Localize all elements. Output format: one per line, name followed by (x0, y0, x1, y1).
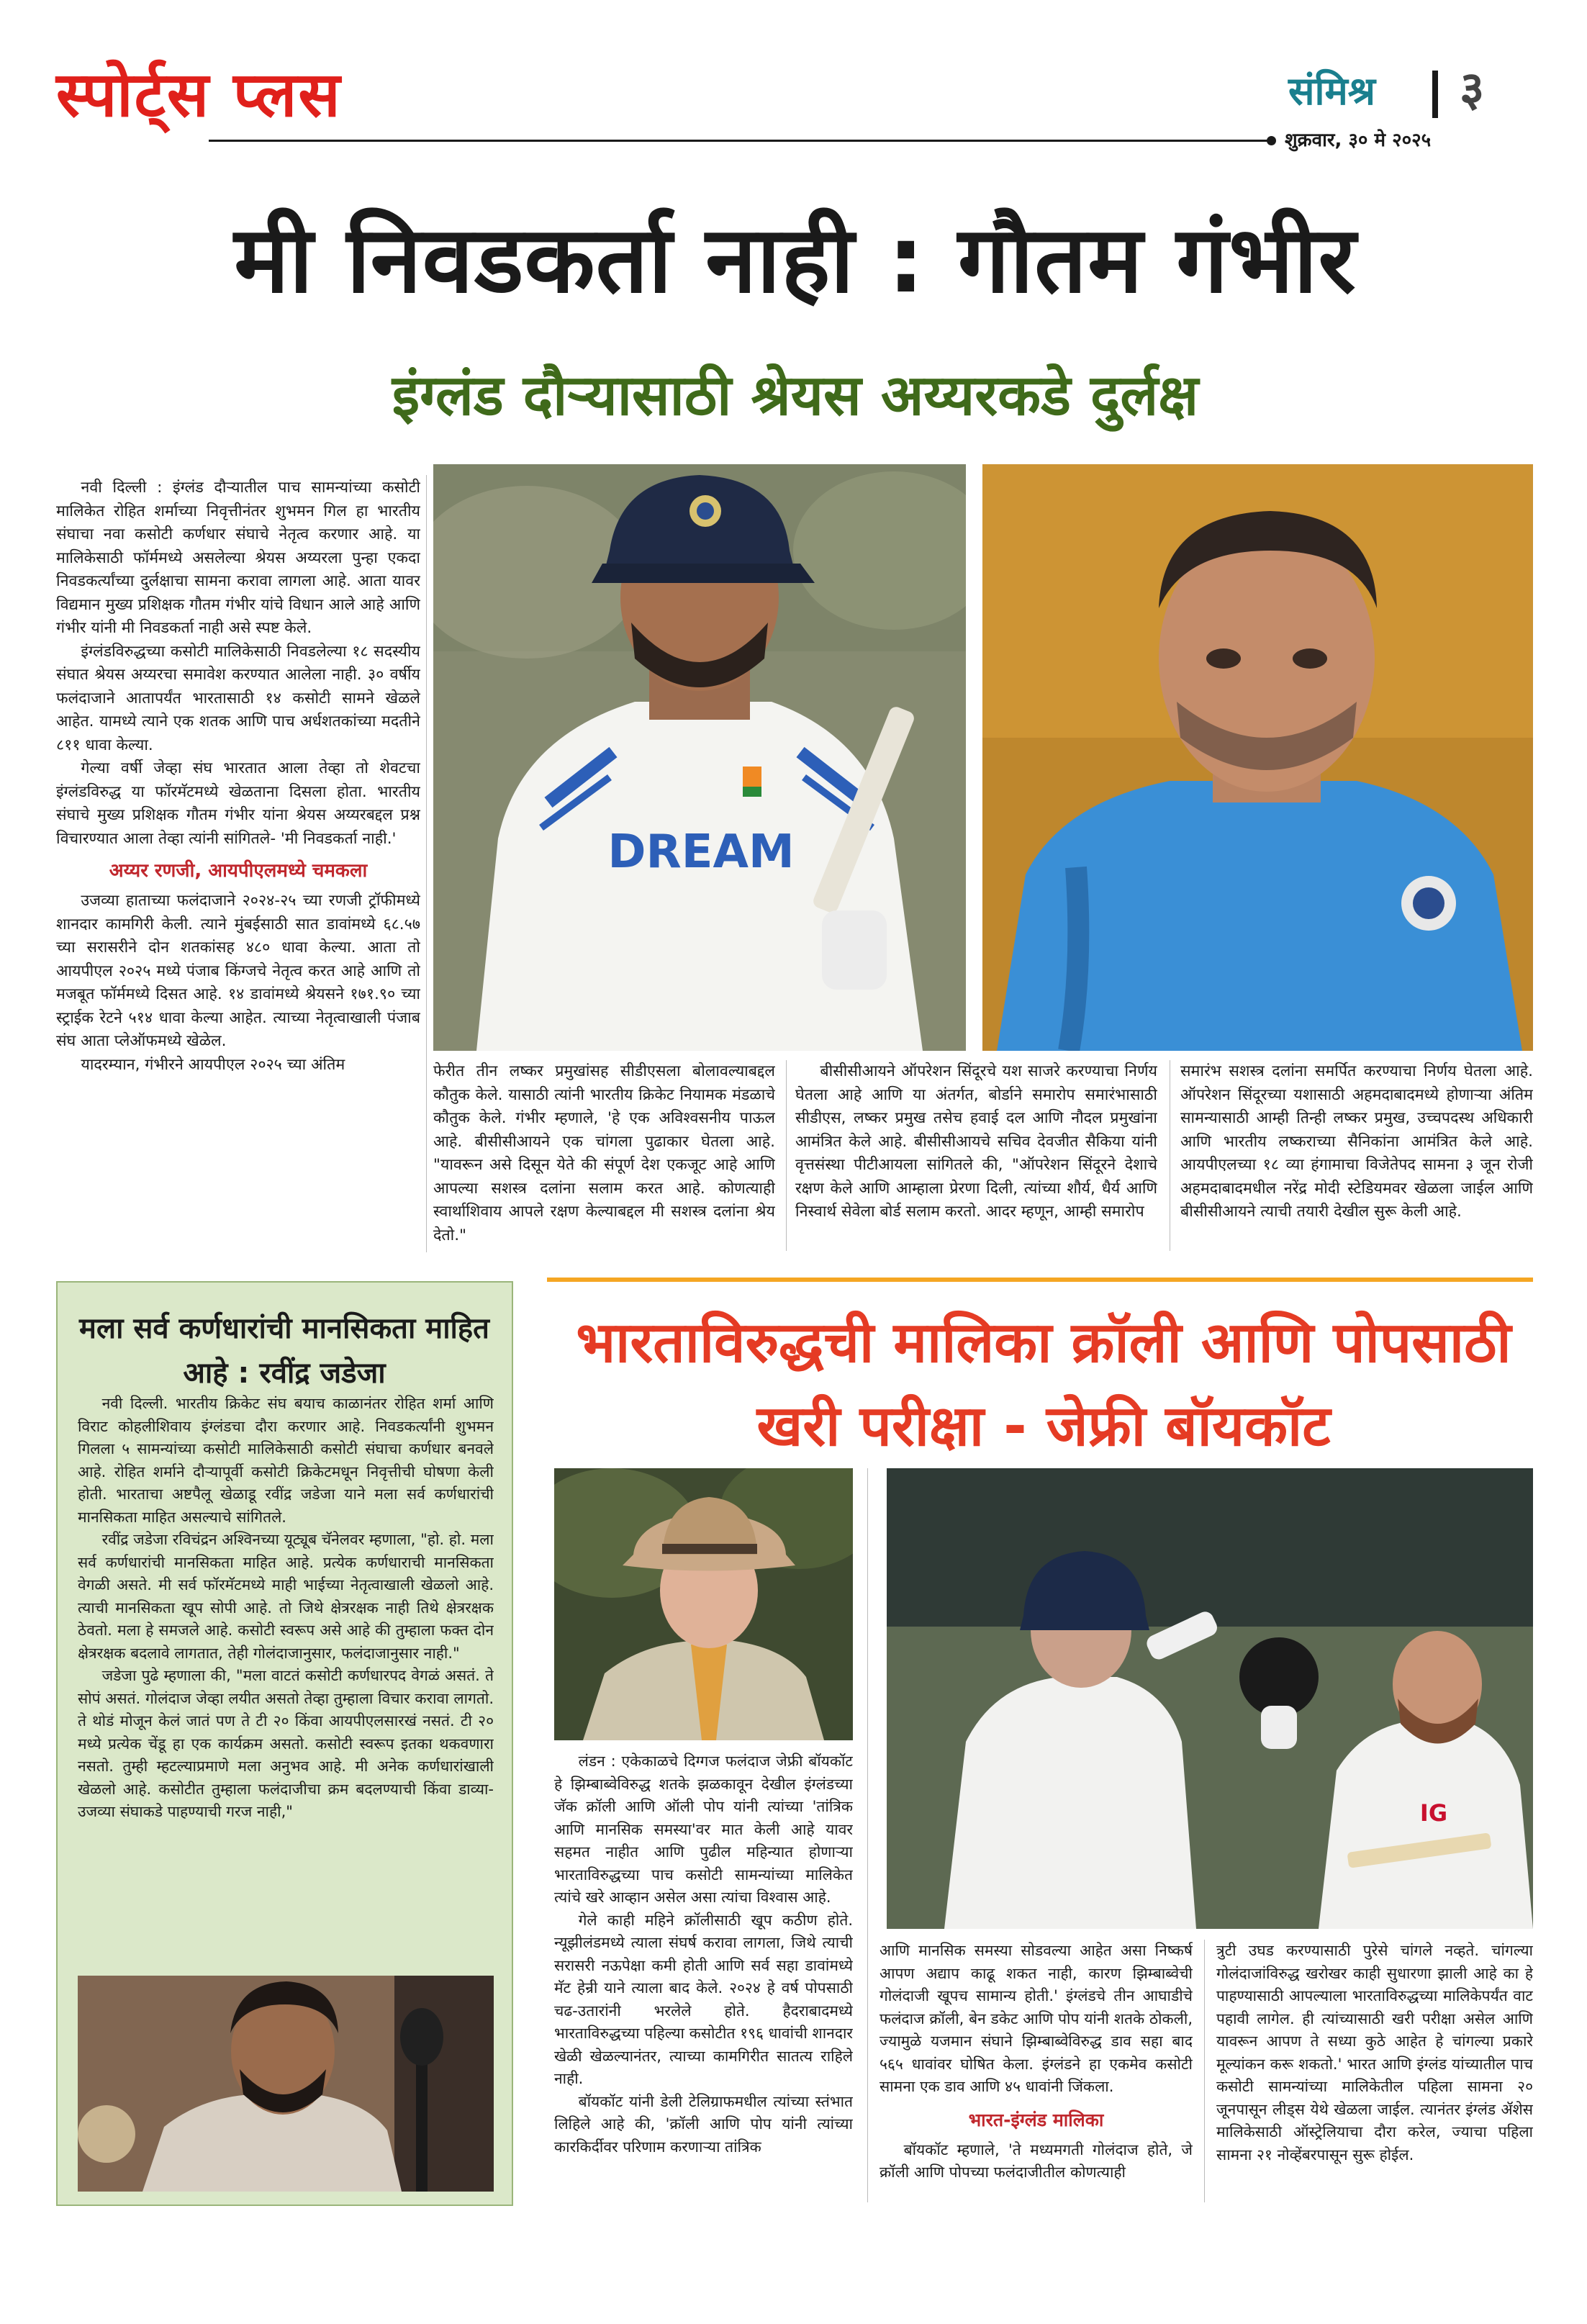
section-name: संमिश्र (1288, 68, 1376, 114)
article-paragraph: उजव्या हाताच्या फलंदाजाने २०२४-२५ च्या रणजी ट्रॉफीमध्ये शानदार कामगिरी केली. त्याने मुंबईसाठी सात डावांमध्ये ६८.५७ च्या सरासरीने दोन शतकांसह ४८० धावा केल्या. आता तो आयपीएल २०२५ मध्ये पंजाब किंग्जचे नेतृत्व करत आहे आणि तो मजबूत फॉर्ममध्ये दिसत आहे. १४ डावांमध्ये श्रेयसने १७१.९० च्या स्ट्राईक रेटने ५१४ धावा केल्या आहेत. त्याच्या नेतृत्वाखाली पंजाब संघ आता प्लेऑफमध्ये खेळेल. (56, 892, 420, 1050)
masthead: स्पोर्ट्स प्लस (56, 59, 342, 131)
masthead-rule-dot (1267, 136, 1276, 145)
boycott-column-1 (554, 1750, 853, 2204)
article-paragraph: बॉयकॉट म्हणाले, 'ते मध्यमगती गोलंदाज होते, जे क्रॉली आणि पोपच्या फलंदाजीतील कोणत्याही (880, 2140, 1193, 2181)
article-paragraph: बॉयकॉट यांनी डेली टेलिग्राफमधील त्यांच्या स्तंभात लिहिले आहे की, 'क्रॉली आणि पोप यांनी त्यांच्या कारकिर्दीवर परिणाम करणाऱ्या तांत्रिक (554, 2092, 853, 2156)
article-paragraph: नवी दिल्ली. भारतीय क्रिकेट संघ बयाच काळानंतर रोहित शर्मा आणि विराट कोहलीशिवाय इंग्लंडचा दौरा करणार आहे. निवडकर्त्यांनी शुभमन गिलला ५ सामन्यांच्या कसोटी मालिकेसाठी कसोटी संघाचा कर्णधार बनवले आहे. रोहित शर्माने दौऱ्यापूर्वी कसोटी क्रिकेटमधून निवृत्तीची घोषणा केली होती. भारताचा अष्टपैलू खेळाडू रवींद्र जडेजा याने मला सर्व कर्णधारांची मानसिकता माहित असल्याचे सांगितले. (78, 1395, 494, 1526)
cricket-player-photo (433, 464, 966, 1051)
geoffrey-boycott-photo (554, 1468, 853, 1740)
lead-column-4: समारंभ सशस्त्र दलांना समर्पित करण्याचा निर्णय घेतला आहे. ऑपरेशन सिंदूरच्या यशासाठी अहमदाबादमध्ये होणाऱ्या अंतिम सामन्यासाठी आम्ही तिन्ही लष्कर प्रमुख, उच्चपदस्थ अधिकारी आणि भारतीय लष्कराच्या सैनिकांना आमंत्रित केले आहे. आयपीएलच्या १८ व्या हंगामाचा विजेतेपद सामना ३ जून रोजी अहमदाबादमधील नरेंद्र मोदी स्टेडियमवर खेळला जाईल आणि बीसीसीआयने त्याची तयारी देखील सुरू केली आहे. (1180, 1062, 1533, 1221)
column-rule (426, 475, 427, 1252)
lead-subheadline: इंग्लंड दौऱ्यासाठी श्रेयस अय्यरकडे दुर्लक्ष (392, 363, 1199, 428)
lead-column-3: बीसीसीआयने ऑपरेशन सिंदूरचे यश साजरे करण्याचा निर्णय घेतला आहे आणि या अंतर्गत, बोर्डाने समारोप समारंभासाठी सीडीएस, लष्कर प्रमुख तसेच हवाई दल आणि नौदल प्रमुखांना आमंत्रित केले आहे. बीसीसीआयचे सचिव देवजीत सैकिया यांनी वृत्तसंस्था पीटीआयला सांगितले की, "ऑपरेशन सिंदूरने देशाचे रक्षण केले आणि आम्हाला प्रेरणा दिली, त्यांच्या शौर्य, धैर्य आणि निस्वार्थ सेवेला बोर्ड सलाम करतो. आदर म्हणून, आम्ही समारोप (795, 1062, 1157, 1221)
lead-subheading: अय्यर रणजी, आयपीएलमध्ये चमकला (109, 860, 368, 882)
section-divider (1432, 71, 1438, 118)
issue-date: शुक्रवार, ३० मे २०२५ (1285, 130, 1432, 151)
jadeja-heading: मला सर्व कर्णधारांची मानसिकता माहित आहे : रवींद्र जडेजा (79, 1312, 489, 1390)
section-rule (547, 1278, 1533, 1282)
column-rule (867, 1468, 868, 2202)
commentator-photo (554, 1468, 853, 1740)
jadeja-article (78, 1393, 494, 1976)
article-paragraph: आणि मानसिक समस्या सोडवल्या आहेत असा निष्कर्ष आपण अद्याप काढू शकत नाही, कारण झिम्बाब्वेची गोलंदाजी खूपच सामान्य होती.' इंग्लंडचे तीन आघाडीचे फलंदाज क्रॉली, बेन डकेट आणि पोप यांनी शतके ठोकली, ज्यामुळे यजमान संघाने झिम्बाब्वेविरुद्ध डाव सहा बाद ५६५ धावांवर घोषित केला. इंग्लंडने हा एकमेव कसोटी सामना एक डाव आणि ४५ धावांनी जिंकला. (880, 1942, 1193, 2095)
shreyas-iyer-photo (433, 464, 966, 1051)
masthead-rule (209, 140, 1270, 142)
celebration-photo (887, 1468, 1533, 1929)
lead-headline: मी निवडकर्ता नाही : गौतम गंभीर (234, 207, 1357, 314)
article-paragraph: जडेजा पुढे म्हणाला की, "मला वाटतं कसोटी कर्णधारपद वेगळं असतं. ते सोपं असतं. गोलंदाज जेव्हा लयीत असतो तेव्हा तुम्हाला विचार करावा लागतो. ते थोडं मोजून केलं जातं पण ते टी २० किंवा आयपीएलसारखं नसतं. टी २० मध्ये प्रत्येक चेंडू हा एक कार्यक्रम असतो. कसोटी स्वरूप इतका थकवणारा नसतो. तुम्ही म्हटल्याप्रमाणे मला अनुभव आहे. मी अनेक कर्णधारांखाली खेळलो आहे. कसोटीत तुम्हाला फलंदाजीचा क्रम बदलण्याची किंवा डाव्या-उजव्या संघाकडे पाहण्याची गरज नाही," (78, 1667, 494, 1820)
coach-photo (982, 464, 1533, 1051)
jersey-text: IG (1419, 1799, 1448, 1827)
article-paragraph: नवी दिल्ली : इंग्लंड दौऱ्यातील पाच सामन्यांच्या कसोटी मालिकेत रोहित शर्माच्या निवृत्तीनंतर शुभमन गिल हा भारतीय संघाचा नवा कसोटी कर्णधार संघाचे नेतृत्व करणार आहे. या मालिकेसाठी फॉर्ममध्ये असलेल्या श्रेयस अय्यरला पुन्हा एकदा निवडकर्त्यांच्या दुर्लक्षाचा सामना करावा लागला आहे. आता यावर विद्यमान मुख्य प्रशिक्षक गौतम गंभीर यांचे विधान आले आहे आणि गंभीर यांनी मी निवडकर्ता नाही असे स्पष्ट केले. (56, 479, 420, 637)
column-rule (1204, 1940, 1205, 2202)
column-rule (786, 1060, 787, 1251)
boycott-column-2 (880, 1940, 1193, 2204)
jersey-text: DREAM (607, 826, 795, 879)
article-paragraph: इंग्लंडविरुद्धच्या कसोटी मालिकेसाठी निवडलेल्या १८ सदस्यीय संघात श्रेयस अय्यरचा समावेश करण्यात आलेला नाही. ३० वर्षीय फलंदाजाने आतापर्यंत भारतासाठी १४ कसोटी सामने खेळले आहेत. यामध्ये त्याने एक शतक आणि पाच अर्धशतकांच्या मदतीने ८११ धावा केल्या. (56, 642, 420, 754)
ravindra-jadeja-photo (78, 1976, 494, 2192)
article-paragraph: गेले काही महिने क्रॉलीसाठी खूप कठीण होते. न्यूझीलंडमध्ये त्याला संघर्ष करावा लागला, जिथे त्याची सरासरी नऊपेक्षा कमी होती आणि सर्व सहा डावांमध्ये मॅट हेन्री याने त्याला बाद केले. २०२४ हे वर्ष पोपसाठी चढ-उतारांनी भरलेले होते. हैदराबादमध्ये भारताविरुद्धच्या पहिल्या कसोटीत १९६ धावांची शानदार खेळी खेळल्यानंतर, त्याच्या कामगिरीत सातत्य राहिले नाही. (554, 1911, 853, 2087)
lead-column-2: फेरीत तीन लष्कर प्रमुखांसह सीडीएसला बोलावल्याबद्दल कौतुक केले. यासाठी त्यांनी भारतीय क्रिकेट नियामक मंडळाचे कौतुक केले. गंभीर म्हणाले, 'हे एक अविश्वसनीय पाऊल आहे. बीसीसीआयने एक चांगला पुढाकार घेतला आहे. "यावरून असे दिसून येते की संपूर्ण देश एकजूट आहे आणि आपल्या सशस्त्र दलांना सलाम करत आहे. कोणत्याही स्वार्थाशिवाय आपले रक्षण केल्याबद्दल मी सशस्त्र दलांना श्रेय देतो." (433, 1062, 775, 1244)
boycott-headline: भारताविरुद्धची मालिका क्रॉली आणि पोपसाठी खरी परीक्षा - जेफ्री बॉयकॉट (576, 1311, 1511, 1459)
gautam-gambhir-photo (982, 464, 1533, 1051)
lead-column-1 (56, 476, 420, 1250)
article-paragraph: रवींद्र जडेजा रविचंद्रन अश्विनच्या यूट्यूब चॅनेलवर म्हणाला, "हो. हो. मला सर्व कर्णधारांची मानसिकता माहित आहे. प्रत्येक कर्णधाराची मानसिकता वेगळी असते. मी सर्व फॉरमॅटमध्ये माही भाईच्या नेतृत्वाखाली खेळलो आहे. त्याची मानसिकता खूप सोपी आहे. तो जिथे क्षेत्ररक्षक नाही तिथे क्षेत्ररक्षक ठेवतो. मला हे समजले आहे. कसोटी स्वरूप असे आहे की तुम्हाला फक्त दोन क्षेत्ररक्षक बदलावे लागतात, तेही गोलंदाजानुसार, फलंदाजानुसार नाही." (78, 1531, 494, 1662)
article-paragraph: यादरम्यान, गंभीरने आयपीएल २०२५ च्या अंतिम (81, 1055, 345, 1074)
england-batsmen-photo (887, 1468, 1533, 1929)
page-number: ३ (1460, 61, 1485, 117)
article-paragraph: गेल्या वर्षी जेव्हा संघ भारतात आला तेव्हा तो शेवटचा इंग्लंडविरुद्ध या फॉरमॅटमध्ये खेळताना दिसला होता. भारतीय संघाचे मुख्य प्रशिक्षक गौतम गंभीर यांना श्रेयस अय्यरबद्दल प्रश्न विचारण्यात आला तेव्हा त्यांनी सांगितले- 'मी निवडकर्ता नाही.' (56, 759, 420, 848)
interview-photo (78, 1976, 494, 2192)
article-paragraph: लंडन : एकेकाळचे दिग्गज फलंदाज जेफ्री बॉयकॉट हे झिम्बाब्वेविरुद्ध शतके झळकावून देखील इंग्लंडच्या जॅक क्रॉली आणि ऑली पोप यांनी त्यांच्या 'तांत्रिक आणि मानसिक समस्या'वर मात केली आहे यावर सहमत नाहीत आणि पुढील महिन्यात होणाऱ्या भारताविरुद्धच्या पाच कसोटी सामन्यांच्या मालिकेत त्यांचे खरे आव्हान असेल असा त्यांचा विश्वास आहे. (554, 1753, 853, 1906)
boycott-column-3: त्रुटी उघड करण्यासाठी पुरेसे चांगले नव्हते. चांगल्या गोलंदाजांविरुद्ध खरोखर काही सुधारणा झाली आहे का हे पाहण्यासाठी आपल्याला भारताविरुद्धच्या मालिकेपर्यंत वाट पहावी लागेल. ही त्यांच्यासाठी खरी परीक्षा असेल आणि यावरून आपण ते सध्या कुठे आहेत हे चांगल्या प्रकारे मूल्यांकन करू शकतो.' भारत आणि इंग्लंड यांच्यातील पाच कसोटी सामन्यांच्या मालिकेतील पहिला सामना २० जूनपासून लीड्स येथे खेळला जाईल. त्यानंतर इंग्लंड ॲशेस मालिकेसाठी ऑस्ट्रेलियाचा दौरा करेल, ज्याचा पहिला सामना २१ नोव्हेंबरपासून सुरू होईल. (1216, 1942, 1533, 2164)
boycott-subheading: भारत-इंग्लंड मालिका (968, 2109, 1104, 2130)
